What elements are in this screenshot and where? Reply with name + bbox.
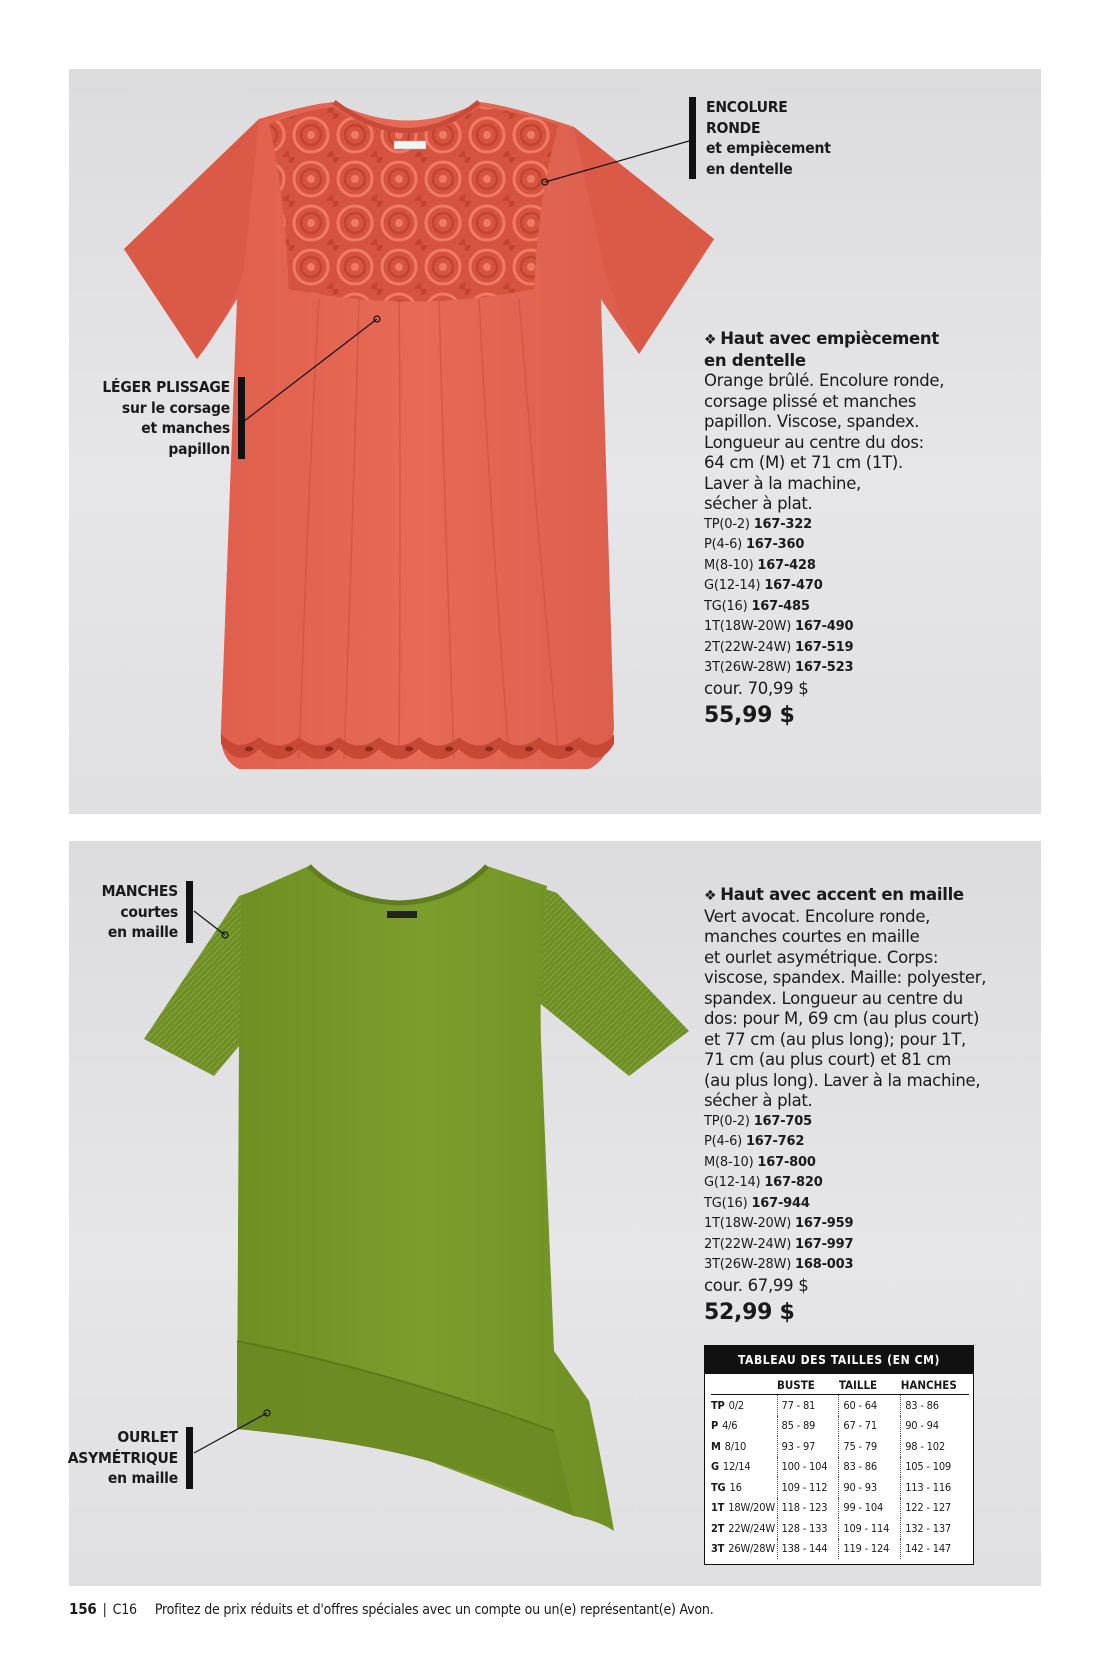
- sku-line: [704, 535, 944, 556]
- sku-line: [704, 1173, 986, 1194]
- description-line: et 77 cm (au plus long); pour 1T,: [704, 1029, 966, 1049]
- page-footer: [69, 1599, 714, 1620]
- size-taille-cell: 109 - 114: [839, 1518, 901, 1539]
- size-chart-row: [711, 1518, 969, 1539]
- size-hanches-cell: 132 - 137: [901, 1518, 969, 1539]
- size-hanches-cell: 142 - 147: [901, 1539, 969, 1560]
- callout-pleating-line2: sur le corsage: [121, 398, 230, 417]
- sku-size: 2T(22W-24W): [704, 639, 796, 655]
- sku-size: M(8-10): [704, 557, 758, 573]
- sku-list: [704, 515, 944, 679]
- description-line: sécher à plat.: [704, 1091, 813, 1110]
- footer-promo-text: Profitez de prix réduits et d'offres spéciales avec un compte ou un(e) représentant(e) Avon.: [154, 1602, 714, 1618]
- description-line: Longueur au centre du dos:: [704, 432, 924, 452]
- size-buste-cell: 100 - 104: [777, 1457, 839, 1478]
- size-chart-header: [711, 1374, 777, 1395]
- description-line: (au plus long). Laver à la machine,: [704, 1070, 981, 1090]
- callout-pleating-line4: papillon: [168, 439, 230, 458]
- size-buste-cell: 128 - 133: [777, 1518, 839, 1539]
- size-buste-cell: 118 - 123: [777, 1498, 839, 1519]
- sku-code: 167-820: [764, 1175, 823, 1190]
- size-chart-header: TAILLE: [839, 1374, 901, 1395]
- callout-neckline-line2: RONDE: [706, 118, 761, 137]
- product-title: ❖ Haut avec accent en maille: [704, 885, 964, 904]
- sku-line: [704, 1153, 986, 1174]
- size-chart-table: [711, 1374, 969, 1559]
- sale-price: 52,99 $: [704, 1300, 795, 1325]
- sku-code: 167-360: [745, 537, 805, 552]
- regular-price: cour. 67,99 $: [704, 1275, 809, 1295]
- sku-line: [704, 658, 944, 679]
- size-chart-row: [711, 1498, 969, 1519]
- size-label: 3T 26W/28W: [711, 1542, 775, 1556]
- diamond-bullet-icon: ❖: [704, 888, 717, 904]
- description-line: et ourlet asymétrique. Corps:: [704, 947, 939, 967]
- sku-code: 167-428: [757, 557, 816, 573]
- sku-code: 167-490: [795, 619, 854, 634]
- size-buste-cell: 77 - 81: [777, 1395, 839, 1416]
- sku-code: 167-470: [764, 578, 823, 593]
- callout-neckline-line4: en dentelle: [706, 159, 793, 178]
- sku-code: 167-762: [745, 1134, 805, 1149]
- sku-line: [704, 515, 944, 536]
- description-line: corsage plissé et manches: [704, 391, 917, 411]
- product-title-line2: en dentelle: [704, 350, 806, 370]
- sku-code: 167-997: [795, 1236, 854, 1252]
- sku-code: 167-519: [795, 639, 854, 655]
- sku-code: 167-705: [753, 1113, 812, 1129]
- sku-size: 1T(18W-20W): [704, 619, 796, 634]
- description-line: Vert avocat. Encolure ronde,: [704, 906, 931, 926]
- sku-line: [704, 638, 944, 659]
- size-taille-cell: 83 - 86: [839, 1457, 901, 1478]
- sku-code: 168-003: [795, 1257, 854, 1272]
- product-body-text: [704, 371, 944, 515]
- sale-price: 55,99 $: [704, 703, 795, 728]
- sku-line: [704, 1132, 986, 1153]
- size-label: M 8/10: [711, 1439, 747, 1453]
- size-chart-row: [711, 1436, 969, 1457]
- size-buste-cell: 85 - 89: [777, 1416, 839, 1437]
- catalog-code: C16: [112, 1602, 137, 1618]
- sku-line: [704, 556, 944, 577]
- callout-neckline-line3: et empiècement: [706, 139, 831, 157]
- size-chart-row: [711, 1477, 969, 1498]
- description-line: Orange brûlé. Encolure ronde,: [704, 371, 945, 390]
- size-label: TG 16: [711, 1480, 742, 1494]
- description-line: Laver à la machine,: [704, 473, 861, 493]
- sku-size: TG(16): [704, 1195, 752, 1211]
- description-line: sécher à plat.: [704, 494, 813, 513]
- sku-size: 2T(22W-24W): [704, 1236, 796, 1252]
- product-body-text: [704, 907, 986, 1112]
- callout-pleating-line1: LÉGER PLISSAGE: [102, 378, 230, 396]
- sku-line: [704, 1112, 986, 1133]
- sku-size: TP(0-2): [704, 1113, 754, 1129]
- size-chart-row: [711, 1395, 969, 1416]
- sku-line: [704, 1255, 986, 1276]
- callout-light-pleating: [102, 377, 245, 459]
- sku-size: P(4-6): [704, 1134, 746, 1149]
- product-description-orange: [704, 329, 944, 731]
- sku-line: [704, 597, 944, 618]
- sku-list: [704, 1112, 986, 1276]
- callout-hem-line1: OURLET: [117, 1428, 178, 1446]
- callout-sleeves-line1: MANCHES: [101, 882, 178, 900]
- callout-sleeves-line3: en maille: [107, 923, 178, 941]
- sku-line: [704, 1194, 986, 1215]
- description-line: spandex. Longueur au centre du: [704, 988, 963, 1008]
- callout-hem-line3: en maille: [107, 1469, 178, 1487]
- sku-size: M(8-10): [704, 1154, 758, 1170]
- size-taille-cell: 99 - 104: [839, 1498, 901, 1519]
- description-line: manches courtes en maille: [704, 927, 920, 946]
- sku-size: G(12-14): [704, 578, 765, 593]
- footer-separator: |: [102, 1602, 107, 1618]
- size-hanches-cell: 122 - 127: [901, 1498, 969, 1519]
- size-taille-cell: 60 - 64: [839, 1395, 901, 1416]
- sku-line: [704, 1214, 986, 1235]
- size-label: 1T 18W/20W: [711, 1501, 775, 1515]
- sku-line: [704, 1235, 986, 1256]
- size-chart-title: TABLEAU DES TAILLES (EN CM): [705, 1346, 973, 1374]
- description-line: viscose, spandex. Maille: polyester,: [704, 968, 987, 987]
- sku-size: 3T(26W-28W): [704, 660, 796, 675]
- size-chart-header: HANCHES: [901, 1374, 969, 1395]
- size-hanches-cell: 98 - 102: [901, 1436, 969, 1457]
- sku-size: TG(16): [704, 598, 752, 614]
- size-chart-row: [711, 1416, 969, 1437]
- size-label: TP 0/2: [711, 1398, 744, 1412]
- page-number: 156: [69, 1600, 97, 1618]
- callout-sleeves-line2: courtes: [120, 902, 178, 921]
- callout-mesh-sleeves: [102, 881, 193, 943]
- size-taille-cell: 67 - 71: [839, 1416, 901, 1437]
- size-label: P 4/6: [711, 1419, 738, 1433]
- product-description-green: [704, 885, 986, 1328]
- sku-code: 167-485: [751, 598, 810, 614]
- callout-neckline-line1: ENCOLURE: [706, 98, 788, 116]
- product-title: ❖ Haut avec empiècement: [704, 329, 939, 348]
- sku-size: TP(0-2): [704, 516, 754, 532]
- size-chart-row: [711, 1539, 969, 1560]
- regular-price: cour. 70,99 $: [704, 678, 809, 698]
- sku-line: [704, 576, 944, 597]
- size-label: 2T 22W/24W: [711, 1521, 775, 1535]
- callout-hem-line2: ASYMÉTRIQUE: [67, 1448, 178, 1467]
- sku-size: G(12-14): [704, 1175, 765, 1190]
- description-line: papillon. Viscose, spandex.: [704, 412, 920, 431]
- sku-size: 1T(18W-20W): [704, 1216, 796, 1231]
- size-chart: [704, 1345, 974, 1565]
- size-buste-cell: 138 - 144: [777, 1539, 839, 1560]
- callout-asymmetric-hem: [68, 1427, 193, 1489]
- size-taille-cell: 75 - 79: [839, 1436, 901, 1457]
- size-taille-cell: 119 - 124: [839, 1539, 901, 1560]
- size-hanches-cell: 83 - 86: [901, 1395, 969, 1416]
- sku-code: 167-523: [795, 660, 854, 675]
- size-taille-cell: 90 - 93: [839, 1477, 901, 1498]
- callout-pleating-line3: et manches: [141, 419, 230, 437]
- sku-code: 167-944: [751, 1195, 810, 1211]
- size-buste-cell: 109 - 112: [777, 1477, 839, 1498]
- size-hanches-cell: 113 - 116: [901, 1477, 969, 1498]
- sku-size: P(4-6): [704, 537, 746, 552]
- size-hanches-cell: 90 - 94: [901, 1416, 969, 1437]
- size-chart-body: [711, 1395, 969, 1560]
- diamond-bullet-icon: ❖: [704, 332, 717, 348]
- size-hanches-cell: 105 - 109: [901, 1457, 969, 1478]
- size-chart-header: BUSTE: [777, 1374, 839, 1395]
- sku-code: 167-322: [753, 516, 812, 532]
- description-line: 64 cm (M) et 71 cm (1T).: [704, 453, 903, 472]
- size-chart-row: [711, 1457, 969, 1478]
- product-panel-orange-top: [69, 69, 1041, 814]
- size-buste-cell: 93 - 97: [777, 1436, 839, 1457]
- sku-code: 167-959: [795, 1216, 854, 1231]
- description-line: 71 cm (au plus court) et 81 cm: [704, 1050, 952, 1069]
- size-label: G 12/14: [711, 1460, 751, 1474]
- description-line: dos: pour M, 69 cm (au plus court): [704, 1009, 980, 1028]
- sku-line: [704, 617, 944, 638]
- sku-code: 167-800: [757, 1154, 816, 1170]
- callout-round-neckline: [689, 97, 831, 179]
- sku-size: 3T(26W-28W): [704, 1257, 796, 1272]
- size-chart-header-row: [711, 1374, 969, 1395]
